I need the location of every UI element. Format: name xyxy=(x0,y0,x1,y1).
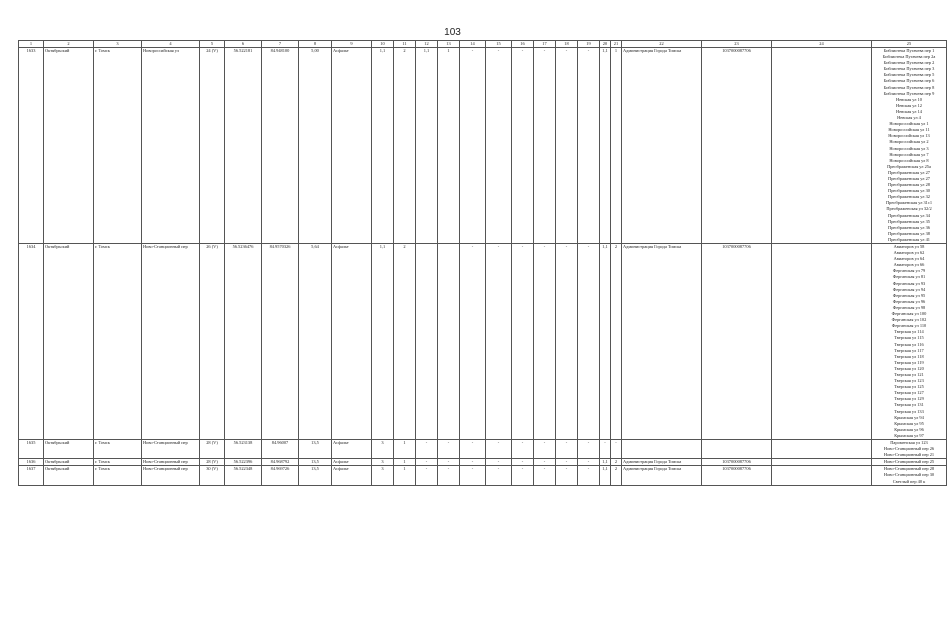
table-cell: Октябрьский xyxy=(44,48,94,244)
table-cell: 13,5 xyxy=(299,440,332,459)
address-line: Невская ул 4 xyxy=(897,115,921,121)
table-cell: - xyxy=(512,459,534,466)
table-cell: - xyxy=(556,459,578,466)
table-cell: Асфальт xyxy=(332,459,372,466)
address-line: Ново-Станционный пер 26 xyxy=(883,446,935,452)
table-cell: 84.969726 xyxy=(262,466,299,485)
address-line: Тверская ул 123 xyxy=(894,378,924,384)
address-line: Новороссийская ул 3 xyxy=(889,145,929,151)
table-cell: 2 xyxy=(611,244,622,440)
column-number: 22 xyxy=(622,41,702,48)
address-line: Ново-Станционный пер 25 xyxy=(883,459,935,465)
table-cell: 1,1 xyxy=(600,459,611,466)
address-line: Преображенская ул 35 xyxy=(888,218,930,224)
table-cell-empty xyxy=(772,48,872,244)
table-cell: 1,1 xyxy=(372,244,394,440)
address-line: Авиаторов ул 58 xyxy=(893,244,925,249)
table-cell: 1635 xyxy=(19,440,44,459)
address-line: Тверская ул 127 xyxy=(894,390,924,396)
column-number: 6 xyxy=(225,41,262,48)
table-cell: 1636 xyxy=(19,459,44,466)
address-line: Библиотека Пугачева пер 6 xyxy=(883,78,935,84)
table-cell: 1 xyxy=(394,440,416,459)
address-line: Тверская ул 125 xyxy=(894,384,924,390)
table-cell: - xyxy=(486,48,512,244)
address-list-cell xyxy=(872,244,947,440)
column-number: 10 xyxy=(372,41,394,48)
table-cell: Администрация Города Томска xyxy=(622,48,702,244)
address-line: Тверская ул 131 xyxy=(894,402,924,408)
address-line: Новороссийская ул 8 xyxy=(889,157,929,163)
address-line: Новороссийская ул 11 xyxy=(888,127,930,133)
table-cell: 3 xyxy=(372,440,394,459)
table-cell: Октябрьский xyxy=(44,244,94,440)
column-number: 13 xyxy=(438,41,460,48)
address-line: Новороссийская ул 7 xyxy=(889,151,929,157)
table-cell: 3 xyxy=(372,466,394,485)
table-cell: 2 xyxy=(394,244,416,440)
address-line: Тверская ул 117 xyxy=(894,347,924,353)
table-cell: - xyxy=(486,440,512,459)
table-cell: - xyxy=(460,440,486,459)
table-row xyxy=(19,48,947,244)
table-cell: - xyxy=(578,459,600,466)
table-cell: - xyxy=(438,466,460,485)
table-cell: 5,00 xyxy=(299,48,332,244)
table-cell: - xyxy=(534,244,556,440)
address-line: Тверская ул 114 xyxy=(894,329,924,335)
address-line: Новороссийская ул 1 xyxy=(889,121,929,127)
table-cell: - xyxy=(416,459,438,466)
address-list-cell xyxy=(872,48,947,244)
table-cell: - xyxy=(534,48,556,244)
column-number: 1 xyxy=(19,41,44,48)
address-line: Тверская ул 119 xyxy=(894,359,924,365)
address-line: Авиаторов ул 66 xyxy=(893,262,925,268)
table-cell: - xyxy=(578,466,600,485)
table-cell: - xyxy=(460,459,486,466)
table-cell: 84.96007 xyxy=(262,440,299,459)
table-cell: 3 xyxy=(372,459,394,466)
table-cell: Администрация Города Томска xyxy=(622,466,702,485)
page-number: 103 xyxy=(444,27,461,38)
address-line: Ново-Станционный пер 28 xyxy=(883,466,935,472)
table-row xyxy=(19,466,947,485)
address-line: Преображенская ул 25а xyxy=(887,163,931,169)
address-line: Преображенская ул 32/2 xyxy=(886,206,932,212)
table-cell: - xyxy=(486,466,512,485)
table-cell: Ново-Станционный пер xyxy=(142,244,200,440)
table-cell: - xyxy=(460,244,486,440)
address-line: Ферганская ул 110 xyxy=(891,323,927,329)
table-cell: - xyxy=(556,440,578,459)
table-cell: - xyxy=(438,459,460,466)
table-cell-empty xyxy=(772,459,872,466)
table-cell: 84.948100 xyxy=(262,48,299,244)
table-cell: 28 (V) xyxy=(200,440,225,459)
table-cell: - xyxy=(460,48,486,244)
table-cell: - xyxy=(416,440,438,459)
table-cell: Новороссийская ул xyxy=(142,48,200,244)
address-line: Ферганская ул 93 xyxy=(892,280,926,286)
column-number: 7 xyxy=(262,41,299,48)
table-cell-empty xyxy=(772,244,872,440)
address-line: Библиотека Пугачева пер 2а xyxy=(882,54,936,60)
column-number: 20 xyxy=(600,41,611,48)
address-line: Преображенская ул 27 xyxy=(888,175,930,181)
table-cell: г. Томск xyxy=(94,459,142,466)
table-cell xyxy=(622,440,702,459)
table-cell: 56.522396 xyxy=(225,459,262,466)
address-line: Библиотека Пугачева пер 9 xyxy=(883,90,935,96)
address-list-cell xyxy=(872,466,947,485)
table-cell: 1 xyxy=(394,459,416,466)
table-cell: 28 (V) xyxy=(200,459,225,466)
table-cell: 84.9570326 xyxy=(262,244,299,440)
table-cell: 1 xyxy=(438,48,460,244)
table-cell: Октябрьский xyxy=(44,466,94,485)
column-number: 3 xyxy=(94,41,142,48)
table-cell: 1037000087706 xyxy=(702,244,772,440)
column-number-row xyxy=(19,41,947,48)
table-cell: Ново-Станционный пер xyxy=(142,459,200,466)
address-line: Ферганская ул 95 xyxy=(892,292,926,298)
address-line: Ферганская ул 102 xyxy=(891,317,927,323)
table-cell: 1,1 xyxy=(600,244,611,440)
table-cell: 1037000087706 xyxy=(702,466,772,485)
address-line: Авиаторов ул 62 xyxy=(893,250,925,256)
column-number: 9 xyxy=(332,41,372,48)
address-line: Преображенская ул 32 xyxy=(888,194,930,200)
column-number: 17 xyxy=(534,41,556,48)
table-cell: 24 (V) xyxy=(200,48,225,244)
address-line: Преображенская ул 36 xyxy=(888,224,930,230)
address-line: Библиотека Пугачева пер 5 xyxy=(883,72,935,78)
table-cell: 1,1 xyxy=(372,48,394,244)
address-line: Тверская ул 129 xyxy=(894,396,924,402)
column-number: 4 xyxy=(142,41,200,48)
address-line: Крымская ул 95 xyxy=(894,420,924,426)
table-cell: 1634 xyxy=(19,244,44,440)
table-cell: 56.523138 xyxy=(225,440,262,459)
address-line: Тверская ул 116 xyxy=(894,341,924,347)
column-number: 2 xyxy=(44,41,94,48)
table-row xyxy=(19,244,947,440)
table-cell: Администрация Города Томска xyxy=(622,459,702,466)
column-number: 19 xyxy=(578,41,600,48)
address-line: Преображенская ул 41 xyxy=(888,236,930,242)
address-line: Тверская ул 118 xyxy=(894,353,924,359)
address-line: Ферганская ул 96 xyxy=(892,298,926,304)
table-cell: г. Томск xyxy=(94,48,142,244)
table-cell: 1037000087706 xyxy=(702,459,772,466)
address-line: Преображенская ул 30 xyxy=(888,188,930,194)
table-cell: - xyxy=(460,466,486,485)
address-line: Преображенская ул 28 xyxy=(888,182,930,188)
table-cell: - xyxy=(556,48,578,244)
address-line: Ново-Станционный пер 21 xyxy=(883,452,935,458)
address-line: Ферганская ул 79 xyxy=(892,268,926,274)
table-cell: 56.5236476 xyxy=(225,244,262,440)
table-cell: 1 xyxy=(611,48,622,244)
address-line: Тверская ул 133 xyxy=(894,408,924,414)
column-number: 5 xyxy=(200,41,225,48)
column-number: 21 xyxy=(611,41,622,48)
table-cell: - xyxy=(416,466,438,485)
column-number: 11 xyxy=(394,41,416,48)
table-cell-empty xyxy=(772,466,872,485)
table-cell: г. Томск xyxy=(94,466,142,485)
table-cell: - xyxy=(556,466,578,485)
address-list-cell xyxy=(872,459,947,466)
table-cell: - xyxy=(512,440,534,459)
table-cell: Октябрьский xyxy=(44,459,94,466)
table-cell: - xyxy=(486,459,512,466)
column-number: 24 xyxy=(772,41,872,48)
column-number: 8 xyxy=(299,41,332,48)
table-cell: 13,5 xyxy=(299,466,332,485)
table-cell: Ново-Станционный пер xyxy=(142,440,200,459)
address-line: Преображенская ул 34 xyxy=(888,212,930,218)
table-cell: 1 xyxy=(394,466,416,485)
table-cell: 1637 xyxy=(19,466,44,485)
address-line: Невская ул 14 xyxy=(896,108,922,114)
address-line: Тверская ул 121 xyxy=(894,371,924,377)
table-cell: - xyxy=(534,459,556,466)
table-cell: 1,1 xyxy=(416,48,438,244)
table-cell-empty xyxy=(772,440,872,459)
table-cell: Ново-Станционный пер xyxy=(142,466,200,485)
table-cell: Асфальт xyxy=(332,466,372,485)
table-cell: 1,1 xyxy=(600,48,611,244)
address-line: Ново-Станционный пер 30 xyxy=(883,472,935,478)
column-number: 14 xyxy=(460,41,486,48)
table-cell: - xyxy=(512,466,534,485)
address-line: Новороссийская ул 2 xyxy=(889,139,929,145)
table-cell xyxy=(416,244,438,440)
table-cell: - xyxy=(534,440,556,459)
address-line: Ферганская ул 98 xyxy=(892,304,926,310)
column-number: 15 xyxy=(486,41,512,48)
address-line: Авиаторов ул 64 xyxy=(893,256,925,262)
table-cell: 1037000087706 xyxy=(702,48,772,244)
table-cell: г. Томск xyxy=(94,244,142,440)
address-line: Библиотека Пугачева пер 1 xyxy=(883,48,935,53)
column-number: 18 xyxy=(556,41,578,48)
table-cell: 56.522348 xyxy=(225,466,262,485)
address-line: Тверская ул 120 xyxy=(894,365,924,371)
address-line: Тверская ул 115 xyxy=(894,335,924,341)
address-line: Преображенская ул 27 xyxy=(888,169,930,175)
table-cell: Асфальт xyxy=(332,48,372,244)
column-number: 12 xyxy=(416,41,438,48)
table-cell: 2 xyxy=(394,48,416,244)
table-cell: - xyxy=(578,48,600,244)
column-number: 23 xyxy=(702,41,772,48)
table-cell: - xyxy=(600,440,611,459)
address-line: Библиотека Пугачева пер 2 xyxy=(883,60,935,66)
address-line: Невская ул 10 xyxy=(896,96,922,102)
table-cell xyxy=(438,244,460,440)
address-line: Ферганская ул 81 xyxy=(892,274,926,280)
table-cell: г. Томск xyxy=(94,440,142,459)
table-cell: - xyxy=(438,440,460,459)
table-cell: - xyxy=(611,440,622,459)
table-cell: 2 xyxy=(611,466,622,485)
address-line: Библиотека Пугачева пер 3 xyxy=(883,66,935,72)
table-cell: 1633 xyxy=(19,48,44,244)
address-line: Пароменская ул 123 xyxy=(890,440,928,445)
table-cell: Октябрьский xyxy=(44,440,94,459)
table-row xyxy=(19,459,947,466)
column-number: 25 xyxy=(872,41,947,48)
address-line: Ферганская ул 100 xyxy=(891,311,927,317)
column-number: 16 xyxy=(512,41,534,48)
table-cell: - xyxy=(512,244,534,440)
table-cell: - xyxy=(534,466,556,485)
registry-table xyxy=(18,40,947,486)
table-cell: 5,64 xyxy=(299,244,332,440)
address-line: Библиотека Пугачева пер 8 xyxy=(883,84,935,90)
table-cell: - xyxy=(578,440,600,459)
address-line: Невская ул 12 xyxy=(896,102,922,108)
table-cell xyxy=(702,440,772,459)
table-cell: 84.968792 xyxy=(262,459,299,466)
table-cell: - xyxy=(578,244,600,440)
table-cell: - xyxy=(556,244,578,440)
table-row xyxy=(19,440,947,459)
table-cell: 26 (V) xyxy=(200,244,225,440)
table-cell: Асфальт xyxy=(332,440,372,459)
table-cell: Администрация Города Томска xyxy=(622,244,702,440)
address-line: Новороссийская ул 13 xyxy=(888,133,930,139)
address-line: Преображенская ул 31с1 xyxy=(885,200,933,206)
table-cell: 1,1 xyxy=(600,466,611,485)
table-cell: 56.522181 xyxy=(225,48,262,244)
table-cell: - xyxy=(486,244,512,440)
address-line: Крымская ул 97 xyxy=(894,432,924,438)
table-cell: 13,5 xyxy=(299,459,332,466)
address-list-cell xyxy=(872,440,947,459)
table-cell: Асфальт xyxy=(332,244,372,440)
table-cell: 30 (V) xyxy=(200,466,225,485)
address-line: Ферганская ул 94 xyxy=(892,286,926,292)
address-line: Крымская ул 94 xyxy=(894,414,924,420)
address-line: Преображенская ул 38 xyxy=(888,230,930,236)
table-cell: 2 xyxy=(611,459,622,466)
table-cell: - xyxy=(512,48,534,244)
address-line: Крымская ул 96 xyxy=(894,426,924,432)
address-line: Светлый пер 40 к xyxy=(892,478,926,484)
